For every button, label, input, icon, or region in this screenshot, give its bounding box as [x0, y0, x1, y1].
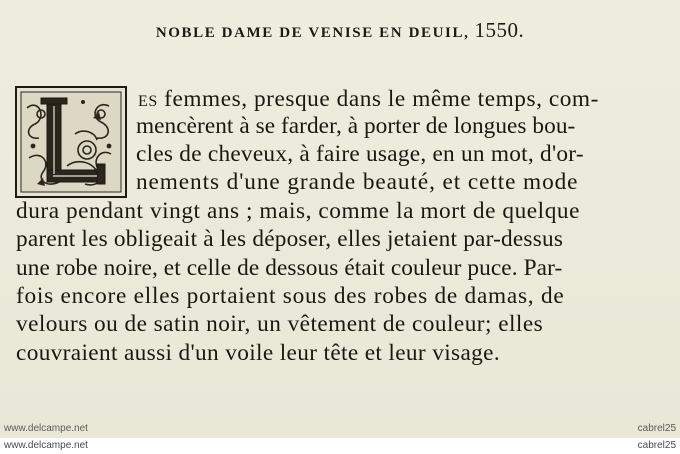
- heading-year: 1550.: [474, 18, 525, 42]
- line-text: femmes, presque dans le même temps, com-: [157, 86, 599, 112]
- line-text: mencèrent à se farder, à porter de longues bou-: [136, 113, 576, 139]
- line-text: couvraient aussi d'un voile leur tête et leur visage.: [16, 340, 500, 366]
- line-text: nements d'une grande beauté, et cette mode: [136, 169, 579, 195]
- body-line: [136, 115, 575, 138]
- body-line: [16, 200, 580, 223]
- body-line: [16, 228, 563, 251]
- body-line: [16, 313, 543, 336]
- body-line: [136, 143, 584, 166]
- line-lead: es: [138, 86, 158, 112]
- heading-title: NOBLE DAME DE VENISE EN DEUIL,: [155, 25, 470, 41]
- watermark-right: cabrel25: [637, 423, 676, 434]
- line-text: une robe noire, et celle de dessous était couleur puce. Par-: [16, 255, 563, 281]
- line-text: fois encore elles portaient sous des robes de damas, de: [16, 283, 565, 309]
- footer-watermark-right: cabrel25: [637, 440, 676, 451]
- body-line: [138, 88, 599, 111]
- body-line: [16, 342, 500, 365]
- line-text: velours ou de satin noir, un vêtement de couleur; elles: [16, 311, 544, 337]
- line-text: parent les obligeait à les déposer, elles jetaient par-dessus: [16, 226, 564, 252]
- line-text: cles de cheveux, à faire usage, en un mot, d'or-: [136, 141, 584, 167]
- line-text: dura pendant vingt ans ; mais, comme la mort de quelque: [16, 198, 580, 224]
- footer-watermark-left: www.delcampe.net: [4, 440, 88, 451]
- footer-bar: [0, 438, 680, 454]
- body-line: [16, 285, 564, 308]
- body-line: [16, 257, 562, 280]
- body-line: [136, 171, 578, 194]
- watermark-left: www.delcampe.net: [4, 423, 88, 434]
